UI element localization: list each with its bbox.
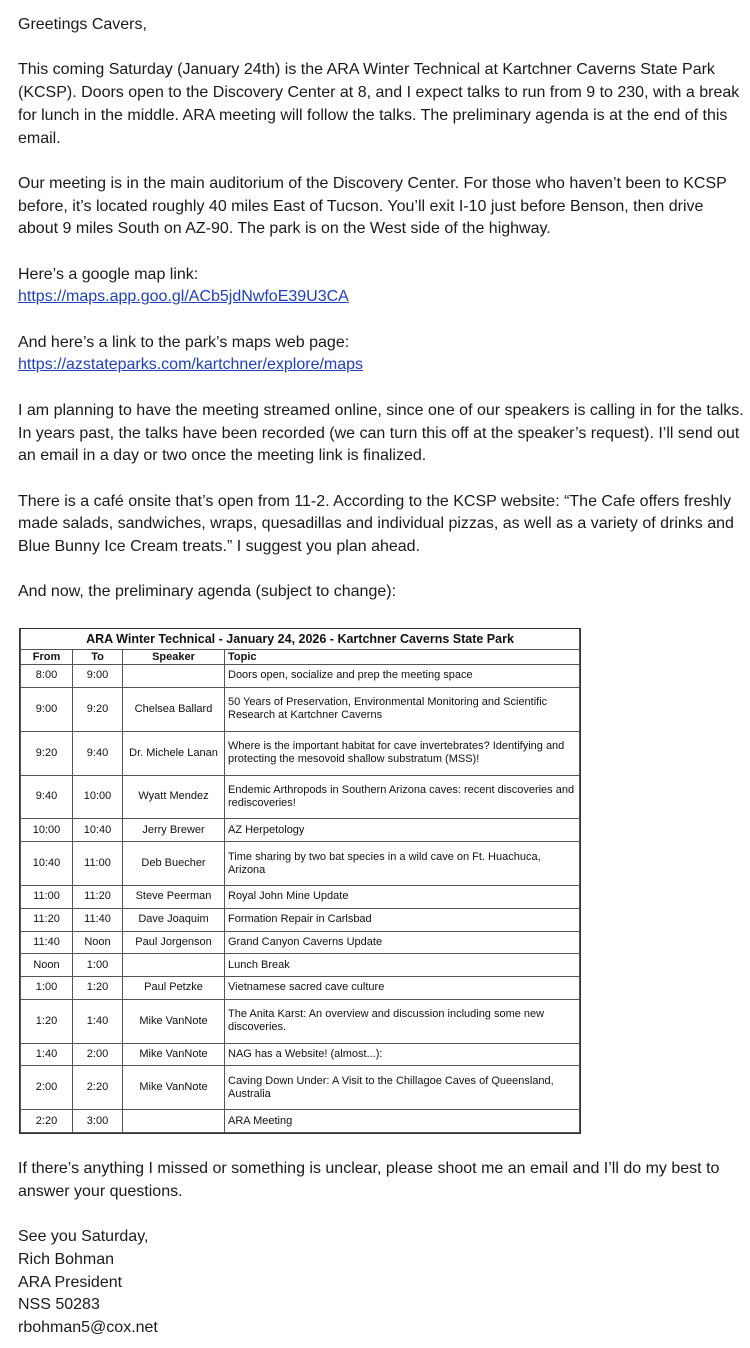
signoff: See you Saturday,	[18, 1228, 149, 1246]
cell-speaker: Dave Joaquim	[123, 908, 225, 931]
cell-from: Noon	[21, 954, 73, 977]
map-link-label: Here’s a google map link:	[18, 265, 199, 283]
cell-topic: Grand Canyon Caverns Update	[225, 931, 580, 954]
table-row	[21, 954, 580, 977]
cell-speaker: Paul Petzke	[123, 977, 225, 1000]
paragraph-streaming: I am planning to have the meeting streamed online, since one of our speakers is calling in for the talks. In years past, the talks have been recorded (we can turn this off at the speaker’s request). I’ll send out an email in a day or two once the meeting link is finalized.	[18, 401, 744, 465]
cell-to: 1:20	[73, 977, 123, 1000]
cell-speaker: Jerry Brewer	[123, 819, 225, 842]
signature-email: rbohman5@cox.net	[18, 1318, 158, 1336]
paragraph-event-intro: This coming Saturday (January 24th) is the ARA Winter Technical at Kartchner Caverns State Park (KCSP). Doors open to the Discovery Center at 8, and I expect talks to run from 9 to 230, with a break for lunch in the middle. ARA meeting will follow the talks. The preliminary agenda is at the end of this email.	[18, 61, 740, 147]
cell-topic: NAG has a Website! (almost...):	[225, 1043, 580, 1066]
table-row	[21, 908, 580, 931]
table-row	[21, 1043, 580, 1066]
park-maps-link[interactable]: https://azstateparks.com/kartchner/explore/maps	[18, 356, 364, 374]
cell-from: 11:00	[21, 886, 73, 909]
cell-speaker: Dr. Michele Lanan	[123, 731, 225, 775]
table-row	[21, 999, 580, 1043]
cell-to: 3:00	[73, 1110, 123, 1133]
cell-from: 1:20	[21, 999, 73, 1043]
cell-to: 2:00	[73, 1043, 123, 1066]
cell-topic: Where is the important habitat for cave invertebrates? Identifying and protecting the mesovoid shallow substratum (MSS)!	[225, 731, 580, 775]
email-body	[18, 14, 744, 604]
cell-to: 11:20	[73, 886, 123, 909]
cell-topic: Vietnamese sacred cave culture	[225, 977, 580, 1000]
cell-from: 9:40	[21, 775, 73, 819]
cell-topic: Doors open, socialize and prep the meeting space	[225, 665, 580, 688]
table-row	[21, 842, 580, 886]
cell-from: 9:00	[21, 687, 73, 731]
cell-to: 10:00	[73, 775, 123, 819]
table-row	[21, 775, 580, 819]
cell-speaker: Steve Peerman	[123, 886, 225, 909]
greeting: Greetings Cavers,	[18, 16, 147, 33]
cell-topic: Caving Down Under: A Visit to the Chillagoe Caves of Queensland, Australia	[225, 1066, 580, 1110]
cell-to: 9:40	[73, 731, 123, 775]
email-closing	[18, 1158, 744, 1340]
table-row	[21, 665, 580, 688]
cell-to: 11:00	[73, 842, 123, 886]
cell-speaker: Wyatt Mendez	[123, 775, 225, 819]
agenda-table-container	[19, 628, 581, 1134]
cell-topic: Lunch Break	[225, 954, 580, 977]
cell-speaker: Paul Jorgenson	[123, 931, 225, 954]
table-row	[21, 687, 580, 731]
cell-speaker: Mike VanNote	[123, 1043, 225, 1066]
table-row	[21, 819, 580, 842]
cell-from: 10:00	[21, 819, 73, 842]
cell-from: 9:20	[21, 731, 73, 775]
agenda-intro: And now, the preliminary agenda (subject to change):	[18, 583, 397, 601]
cell-topic: Time sharing by two bat species in a wild cave on Ft. Huachuca, Arizona	[225, 842, 580, 886]
park-link-label: And here’s a link to the park’s maps web page:	[18, 333, 350, 351]
cell-topic: AZ Herpetology	[225, 819, 580, 842]
cell-from: 2:20	[21, 1110, 73, 1133]
cell-from: 11:40	[21, 931, 73, 954]
cell-speaker	[123, 954, 225, 977]
cell-from: 1:40	[21, 1043, 73, 1066]
cell-to: 2:20	[73, 1066, 123, 1110]
cell-topic: Formation Repair in Carlsbad	[225, 908, 580, 931]
cell-topic: Royal John Mine Update	[225, 886, 580, 909]
cell-speaker: Mike VanNote	[123, 999, 225, 1043]
header-to: To	[73, 650, 123, 665]
agenda-title: ARA Winter Technical - January 24, 2026 - Kartchner Caverns State Park	[21, 629, 580, 650]
agenda-table	[20, 629, 580, 1133]
paragraph-cafe: There is a café onsite that’s open from 11-2. According to the KCSP website: “The Cafe offers freshly made salads, sandwiches, wraps, quesadillas and individual pizzas, as well as a variety of drinks and Blue Bunny Ice Cream treats.” I suggest you plan ahead.	[18, 492, 734, 556]
cell-from: 11:20	[21, 908, 73, 931]
table-row	[21, 931, 580, 954]
cell-to: 9:20	[73, 687, 123, 731]
cell-topic: 50 Years of Preservation, Environmental Monitoring and Scientific Research at Kartchner Caverns	[225, 687, 580, 731]
google-map-link[interactable]: https://maps.app.goo.gl/ACb5jdNwfoE39U3CA	[18, 288, 349, 306]
signature-nss: NSS 50283	[18, 1296, 100, 1314]
cell-speaker: Chelsea Ballard	[123, 687, 225, 731]
header-speaker: Speaker	[123, 650, 225, 665]
paragraph-directions: Our meeting is in the main auditorium of the Discovery Center. For those who haven’t been to KCSP before, it’s located roughly 40 miles East of Tucson. You’ll exit I-10 just before Benson, then drive about 9 miles South on AZ-90. The park is on the West side of the highway.	[18, 174, 727, 238]
signature-name: Rich Bohman	[18, 1250, 115, 1268]
cell-topic: The Anita Karst: An overview and discussion including some new discoveries.	[225, 999, 580, 1043]
header-from: From	[21, 650, 73, 665]
cell-to: 1:40	[73, 999, 123, 1043]
cell-topic: ARA Meeting	[225, 1110, 580, 1133]
cell-speaker: Deb Buecher	[123, 842, 225, 886]
cell-speaker	[123, 665, 225, 688]
paragraph-closing: If there’s anything I missed or something is unclear, please shoot me an email and I’ll do my best to answer your questions.	[18, 1160, 720, 1200]
table-row	[21, 1110, 580, 1133]
cell-topic: Endemic Arthropods in Southern Arizona caves: recent discoveries and rediscoveries!	[225, 775, 580, 819]
cell-to: 11:40	[73, 908, 123, 931]
cell-from: 8:00	[21, 665, 73, 688]
cell-from: 10:40	[21, 842, 73, 886]
table-row	[21, 1066, 580, 1110]
cell-speaker	[123, 1110, 225, 1133]
signature-title: ARA President	[18, 1273, 123, 1291]
table-row	[21, 886, 580, 909]
header-topic: Topic	[225, 650, 580, 665]
table-row	[21, 731, 580, 775]
table-row	[21, 977, 580, 1000]
cell-from: 2:00	[21, 1066, 73, 1110]
cell-to: 1:00	[73, 954, 123, 977]
cell-to: 10:40	[73, 819, 123, 842]
cell-to: 9:00	[73, 665, 123, 688]
cell-to: Noon	[73, 931, 123, 954]
cell-from: 1:00	[21, 977, 73, 1000]
cell-speaker: Mike VanNote	[123, 1066, 225, 1110]
